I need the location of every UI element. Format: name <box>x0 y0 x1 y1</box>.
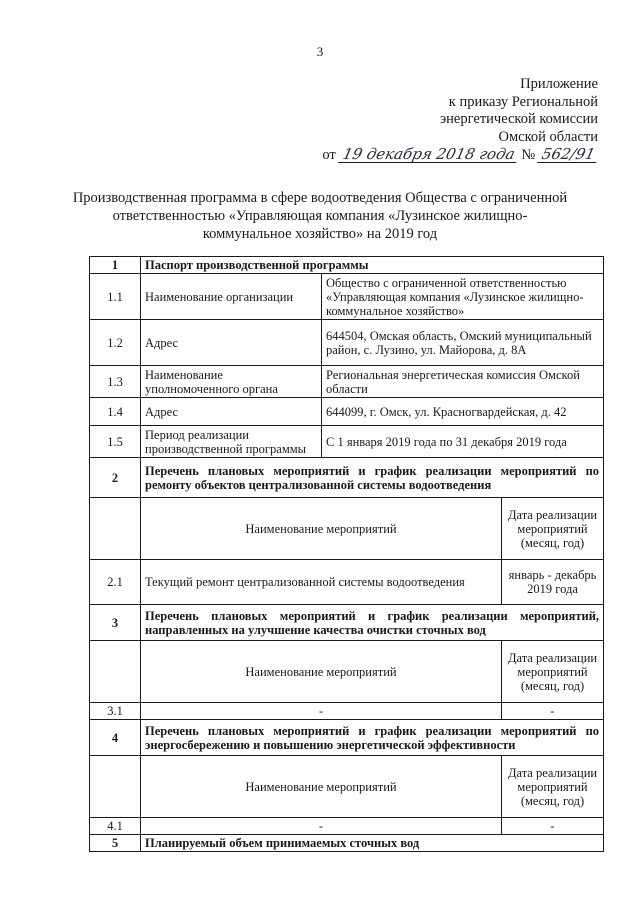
column-header-name: Наименование мероприятий <box>141 756 502 818</box>
section-heading: Паспорт производственной программы <box>141 257 604 274</box>
row-label: Адрес <box>141 398 322 426</box>
handwritten-number: 562/91 <box>537 146 599 163</box>
section-number: 4 <box>90 720 141 756</box>
row-label: Адрес <box>141 320 322 366</box>
appendix-line: Приложение <box>520 76 598 92</box>
row-label: Наименование организации <box>141 274 322 320</box>
section-number: 2 <box>90 458 141 498</box>
row-name: Текущий ремонт централизованной системы водоотведения <box>141 560 502 605</box>
section-2-header <box>90 458 604 498</box>
row-name: - <box>141 703 502 720</box>
row-date: - <box>502 818 604 835</box>
table-row <box>90 320 604 366</box>
row-label: Период реализации производственной программы <box>141 426 322 458</box>
row-number: 1.5 <box>90 426 141 458</box>
page-number: 3 <box>316 44 324 59</box>
section-heading: Планируемый объем принимаемых сточных вод <box>141 835 604 852</box>
row-number: 1.1 <box>90 274 141 320</box>
table-row <box>90 398 604 426</box>
row-value: Региональная энергетическая комиссия Омской области <box>322 366 604 398</box>
row-number: 1.4 <box>90 398 141 426</box>
table-row <box>90 274 604 320</box>
table-row <box>90 560 604 605</box>
column-header-date: Дата реализации мероприятий (месяц, год) <box>502 641 604 703</box>
row-date: - <box>502 703 604 720</box>
row-value: С 1 января 2019 года по 31 декабря 2019 года <box>322 426 604 458</box>
section-heading: Перечень плановых мероприятий и график реализации мероприятий по энергосбережению и повышению энергетической эффективности <box>141 720 604 756</box>
section-number: 1 <box>90 257 141 274</box>
appendix-line: энергетической комиссии <box>439 111 598 127</box>
section-5-header <box>90 835 604 852</box>
program-table <box>89 256 604 852</box>
row-value: Общество с ограниченной ответственностью «Управляющая компания «Лузинское жилищно-коммунальное хозяйство» <box>322 274 604 320</box>
column-header-row <box>90 756 604 818</box>
appendix-block <box>322 76 598 165</box>
handwritten-date: 19 декабря 2018 года <box>338 146 519 163</box>
section-heading: Перечень плановых мероприятий и график реализации мероприятий, направленных на улучшение качества очистки сточных вод <box>141 605 604 641</box>
appendix-line: к приказу Региональной <box>448 93 598 110</box>
table-row <box>90 426 604 458</box>
row-number: 3.1 <box>90 703 141 720</box>
row-name: - <box>141 818 502 835</box>
row-label: Наименование уполномоченного органа <box>141 366 322 398</box>
empty-cell <box>90 641 141 703</box>
document-title: Производственная программа в сфере водоотведения Общества с ограниченной ответственностью «Управляющая компания «Лузинское жилищно-коммунальное хозяйство» на 2019 год <box>72 190 568 242</box>
row-number: 4.1 <box>90 818 141 835</box>
column-header-name: Наименование мероприятий <box>141 498 502 560</box>
empty-cell <box>90 498 141 560</box>
table-row <box>90 703 604 720</box>
column-header-name: Наименование мероприятий <box>141 641 502 703</box>
number-label: № <box>521 147 536 163</box>
row-number: 1.2 <box>90 320 141 366</box>
from-label: от <box>322 147 336 163</box>
row-value: 644099, г. Омск, ул. Красногвардейская, д. 42 <box>322 398 604 426</box>
order-date-line <box>322 146 598 165</box>
section-heading: Перечень плановых мероприятий и график реализации мероприятий по ремонту объектов централизованной системы водоотведения <box>141 458 604 498</box>
section-number: 3 <box>90 605 141 641</box>
column-header-row <box>90 498 604 560</box>
table-row <box>90 818 604 835</box>
section-3-header <box>90 605 604 641</box>
column-header-date: Дата реализации мероприятий (месяц, год) <box>502 498 604 560</box>
row-value: 644504, Омская область, Омский муниципальный район, с. Лузино, ул. Майорова, д. 8А <box>322 320 604 366</box>
column-header-row <box>90 641 604 703</box>
section-number: 5 <box>90 835 141 852</box>
section-4-header <box>90 720 604 756</box>
row-number: 1.3 <box>90 366 141 398</box>
row-date: январь - декабрь 2019 года <box>502 560 604 605</box>
column-header-date: Дата реализации мероприятий (месяц, год) <box>502 756 604 818</box>
empty-cell <box>90 756 141 818</box>
appendix-line: Омской области <box>498 128 598 145</box>
table-row <box>90 366 604 398</box>
section-1-header <box>90 257 604 274</box>
row-number: 2.1 <box>90 560 141 605</box>
